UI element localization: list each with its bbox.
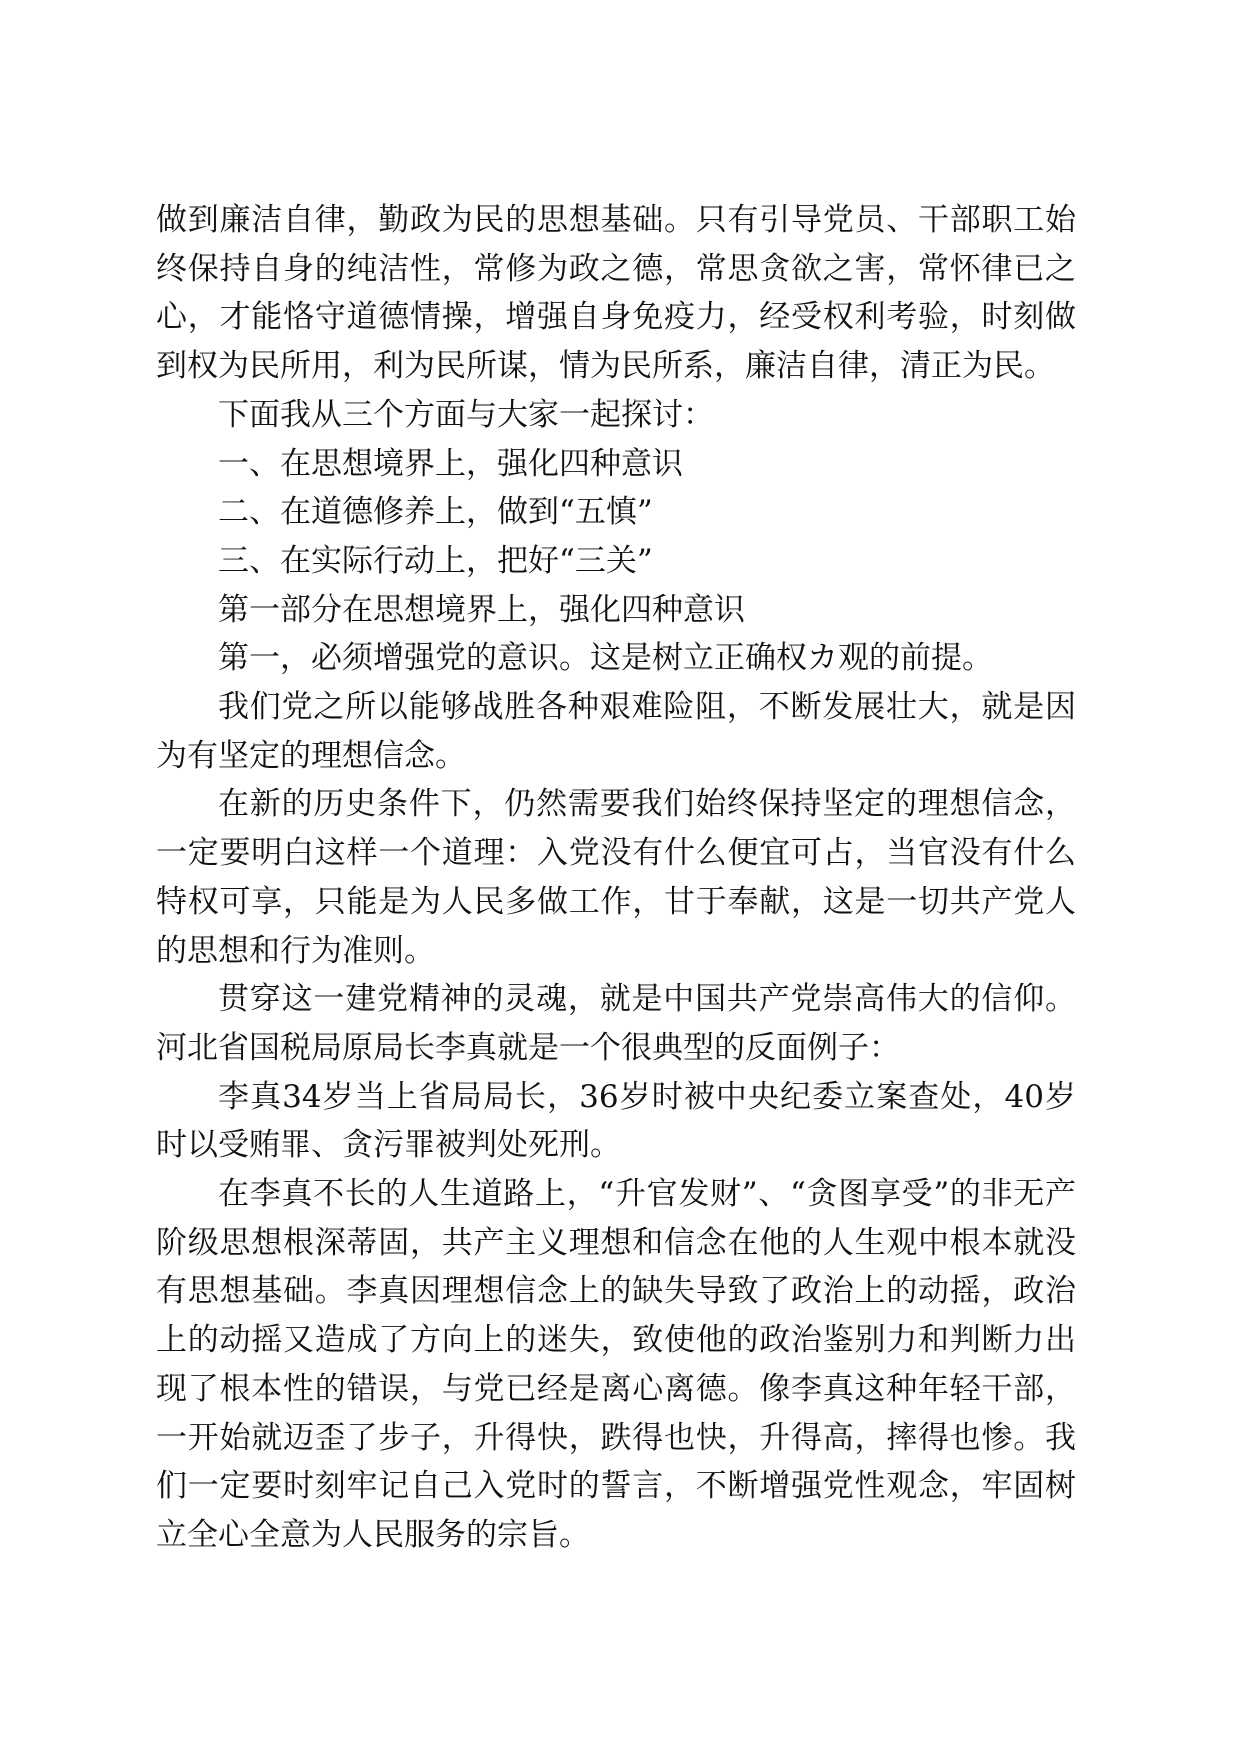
- paragraph-intro: 下面我从三个方面与大家一起探讨：: [218, 396, 714, 433]
- paragraph-new-conditions: 在新的历史条件下，仍然需要我们始终保持坚定的理想信念，一定要明白这样一个道理：入党没有什么便宜可占，当官没有什么特权可享，只能是为人民多做工作，甘于奉献，这是一切共产党人的思想和行为准则。: [156, 786, 1076, 969]
- section-heading-part-one: 第一部分在思想境界上，强化四种意识: [218, 591, 745, 628]
- paragraph-li-zhen-analysis: 在李真不长的人生道路上，“升官发财”、“贪图享受”的非无产阶级思想根深蒂固，共产主义理想和信念在他的人生观中根本就没有思想基础。李真因理想信念上的缺失导致了政治上的动摇，政治上的动摇又造成了方向上的迷失，致使他的政治鉴别力和判断力出现了根本性的错误，与党已经是离心离德。像李真这种年轻干部，一开始就迈歪了步子，升得快，跌得也快，升得高，摔得也惨。我们一定要时刻牢记自己入党时的誓言，不断增强党性观念，牢固树立全心全意为人民服务的宗旨。: [156, 1176, 1076, 1553]
- paragraph-spirit-soul: 贯穿这一建党精神的灵魂，就是中国共产党崇高伟大的信仰。河北省国税局原局长李真就是一个很典型的反面例子：: [156, 981, 1076, 1066]
- paragraph-li-zhen-case: 李真34岁当上省局局长，36岁时被中央纪委立案查处，40岁时以受贿罪、贪污罪被判处死刑。: [156, 1078, 1076, 1164]
- outline-item-1: 一、在思想境界上，强化四种意识: [218, 445, 683, 482]
- paragraph-party-belief: 我们党之所以能够战胜各种艰难险阻，不断发展壮大，就是因为有坚定的理想信念。: [156, 689, 1076, 774]
- outline-item-2: 二、在道德修养上，做到“五慎”: [218, 494, 653, 531]
- outline-item-3: 三、在实际行动上，把好“三关”: [218, 542, 653, 579]
- paragraph-continuation: 做到廉洁自律，勤政为民的思想基础。只有引导党员、干部职工始终保持自身的纯洁性，常修为政之德，常思贪欲之害，常怀律已之心，才能恪守道德情操，增强自身免疫力，经受权利考验，时刻做到权为民所用，利为民所谋，情为民所系，廉洁自律，清正为民。: [156, 202, 1076, 385]
- document-body: [156, 196, 1076, 1560]
- subsection-heading-first: 第一，必须增强党的意识。这是树立正确权カ观的前提。: [218, 640, 993, 677]
